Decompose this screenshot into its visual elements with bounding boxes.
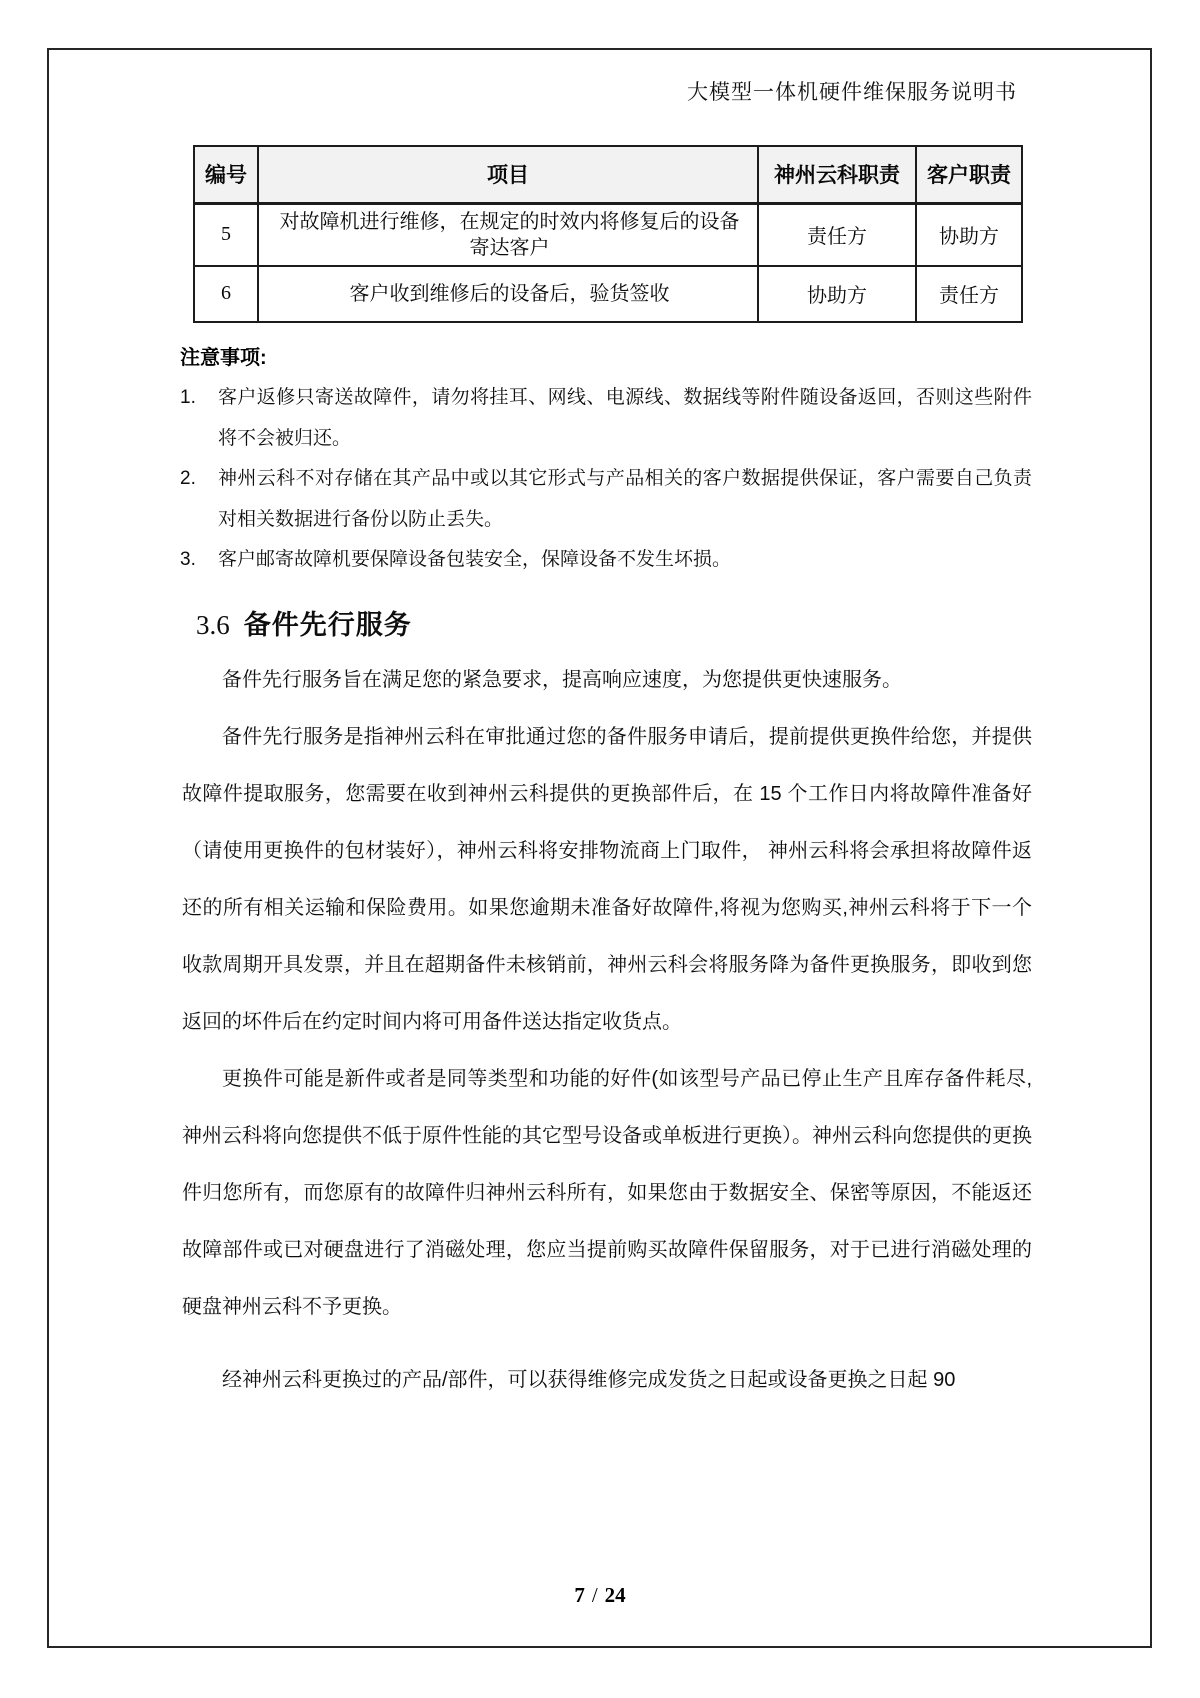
section-title: 备件先行服务: [243, 610, 412, 640]
cell-vendor-role: 协助方: [758, 266, 916, 322]
section-body: [182, 652, 1032, 1409]
table-row: [194, 203, 1022, 266]
cell-item: 客户收到维修后的设备后，验货签收: [258, 266, 758, 322]
table-header-row: [194, 146, 1022, 203]
responsibility-table: [193, 145, 1023, 323]
page-number-current: 7: [574, 1583, 585, 1607]
paragraph: 备件先行服务是指神州云科在审批通过您的备件服务申请后，提前提供更换件给您，并提供故障件提取服务，您需要在收到神州云科提供的更换部件后，在 15 个工作日内将故障件准备好（请使用更换件的包材装好），神州云科将安排物流商上门取件， 神州云科将会承担将故障件返还的所有相关运输和保险费用。如果您逾期未准备好故障件,将视为您购买,神州云科将于下一个收款周期开具发票，并且在超期备件未核销前，神州云科会将服务降为备件更换服务，即收到您返回的坏件后在约定时间内将可用备件送达指定收货点。: [182, 726, 1032, 1033]
page-number: [0, 1583, 1200, 1608]
list-item-number: 2.: [180, 468, 196, 489]
col-header-vendor-responsibility: 神州云科职责: [758, 146, 916, 203]
cell-customer-role: 协助方: [916, 203, 1022, 266]
list-item: [180, 378, 1032, 459]
section-number: 3.6: [196, 610, 230, 640]
list-item-text: 客户返修只寄送故障件，请勿将挂耳、网线、电源线、数据线等附件随设备返回，否则这些附件将不会被归还。: [218, 387, 1032, 449]
list-item-text: 客户邮寄故障机要保障设备包装安全，保障设备不发生坏损。: [218, 549, 732, 570]
paragraph: 更换件可能是新件或者是同等类型和功能的好件(如该型号产品已停止生产且库存备件耗尽, 神州云科将向您提供不低于原件性能的其它型号设备或单板进行更换）。神州云科向您提供的更换件归您所有，而您原有的故障件归神州云科所有，如果您由于数据安全、保密等原因，不能返还故障部件或已对硬盘进行了消磁处理，您应当提前购买故障件保留服务，对于已进行消磁处理的硬盘神州云科不予更换。: [182, 1068, 1032, 1318]
col-header-number: 编号: [194, 146, 258, 203]
paragraph: 备件先行服务旨在满足您的紧急要求，提高响应速度，为您提供更快速服务。: [222, 669, 902, 691]
cell-item: 对故障机进行维修，在规定的时效内将修复后的设备寄达客户: [258, 203, 758, 266]
col-header-customer-responsibility: 客户职责: [916, 146, 1022, 203]
cell-customer-role: 责任方: [916, 266, 1022, 322]
cell-number: 5: [194, 203, 258, 266]
page-number-separator: /: [591, 1583, 598, 1607]
notes-section: [180, 338, 1032, 581]
cell-number: 6: [194, 266, 258, 322]
paragraph: 经神州云科更换过的产品/部件，可以获得维修完成发货之日起或设备更换之日起 90: [222, 1369, 956, 1391]
section-heading: [196, 603, 412, 642]
list-item: [180, 459, 1032, 540]
col-header-item: 项目: [258, 146, 758, 203]
notes-heading: 注意事项:: [180, 347, 267, 369]
cell-vendor-role: 责任方: [758, 203, 916, 266]
document-header-title: 大模型一体机硬件维保服务说明书: [687, 80, 1017, 104]
page-number-total: 24: [604, 1583, 626, 1607]
list-item-number: 1.: [180, 387, 196, 408]
list-item: [180, 540, 1032, 581]
table-row: [194, 266, 1022, 322]
list-item-text: 神州云科不对存储在其产品中或以其它形式与产品相关的客户数据提供保证，客户需要自己负责对相关数据进行备份以防止丢失。: [218, 468, 1032, 530]
list-item-number: 3.: [180, 549, 196, 570]
